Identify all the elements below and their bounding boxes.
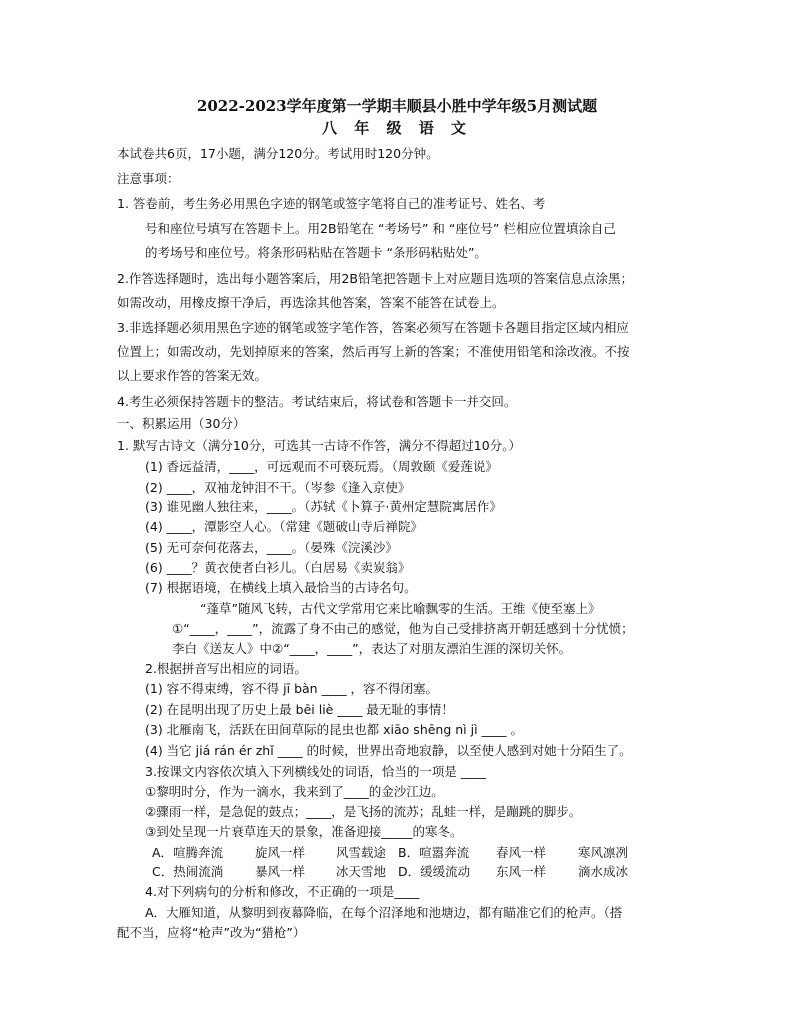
notice-line: 号和座位号填写在答题卡上。用2B铅笔在 “考场号” 和 “座位号” 栏相应位置填涂自己 bbox=[145, 221, 616, 236]
notice-line: 4.考生必须保持答题卡的整洁。考试结束后，将试卷和答题卡一并交回。 bbox=[117, 394, 517, 409]
option-cell: A．喧腾奔流 bbox=[152, 845, 224, 860]
question-2-item: (2) 在昆明出现了历史上最 bēi liè ____ 最无耻的事情！ bbox=[145, 702, 454, 717]
question-1-item: (5) 无可奈何花落去，____。（晏殊《浣溪沙》 bbox=[145, 540, 398, 555]
exam-intro: 本试卷共6页，17小题，满分120分。考试用时120分钟。 bbox=[117, 146, 439, 161]
question-2-item: (3) 北雁南飞，活跃在田间草际的昆虫也都 xiāo shēng nì jì ____ 。 bbox=[145, 722, 524, 737]
option-cell: 旋风一样 bbox=[255, 845, 306, 860]
question-2-item: (4) 当它 jiá rán ér zhǐ ____ 的时候，世界出奇地寂静，以至使人感到对她十分陌生了。 bbox=[145, 743, 632, 758]
question-3-item: ①黎明时分，作为一滴水，我来到了____的金沙江边。 bbox=[145, 784, 444, 799]
question-1-item: (1) 香远益清，____，可远观而不可亵玩焉。（周敦颐《爱莲说》 bbox=[145, 459, 498, 474]
option-cell: 暴风一样 bbox=[255, 864, 306, 879]
notice-line: 2.作答选择题时，选出每小题答案后，用2B铅笔把答题卡上对应题目选项的答案信息点涂黑； bbox=[117, 271, 633, 286]
question-4-option-a: 配不当，应将“枪声”改为“猎枪”） bbox=[117, 925, 306, 940]
notice-line: 以上要求作答的答案无效。 bbox=[117, 368, 268, 383]
option-cell: 东风一样 bbox=[496, 864, 547, 879]
question-2-title: 2.根据拼音写出相应的词语。 bbox=[145, 661, 307, 676]
passage-line: 李白《送友人》中②“____，____”，表达了对朋友漂泊生涯的深切关怀。 bbox=[172, 641, 572, 656]
section-heading: 一、积累运用（30分） bbox=[117, 416, 246, 431]
option-cell: D．缓缓流动 bbox=[398, 864, 471, 879]
question-1-item: (3) 谁见幽人独往来，____。（苏轼《卜算子·黄州定慧院寓居作》 bbox=[145, 499, 502, 514]
option-cell: 滴水成冰 bbox=[578, 864, 629, 879]
question-1-item: (6) ____？黄衣使者白衫儿。（白居易《卖炭翁》 bbox=[145, 560, 411, 575]
question-1-title: 1. 默写古诗文（满分10分，可选其一古诗不作答，满分不得超过10分。） bbox=[117, 438, 521, 453]
option-cell: 冰天雪地 bbox=[336, 864, 387, 879]
notice-line: 的考场号和座位号。将条形码粘贴在答题卡 “条形码粘贴处”。 bbox=[145, 245, 487, 260]
passage-line: “蓬草”随风飞转，古代文学常用它来比喻飘零的生活。王维《使至塞上》 bbox=[200, 601, 601, 616]
question-2-item: (1) 容不得束缚，容不得 jī bàn ____ ，容不得闭塞。 bbox=[145, 681, 439, 696]
option-cell: B．喧嚣奔流 bbox=[398, 845, 470, 860]
option-cell: 风雪载途 bbox=[336, 845, 387, 860]
question-4-option-a: A．大雁知道，从黎明到夜幕降临，在每个沼泽地和池塘边，都有瞄准它们的枪声。（搭 bbox=[145, 905, 623, 920]
question-3-item: ②骤雨一样，是急促的鼓点；____，是飞扬的流苏；乱蛙一样，是蹦跳的脚步。 bbox=[145, 804, 582, 819]
question-4-title: 4.对下列病句的分析和修改，不正确的一项是____ bbox=[145, 884, 420, 899]
notice-line: 1. 答卷前，考生务必用黑色字迹的钢笔或签字笔将自己的准考证号、姓名、考 bbox=[117, 196, 546, 211]
option-cell: 寒风凛冽 bbox=[578, 845, 629, 860]
notice-line: 如需改动，用橡皮擦干净后，再选涂其他答案，答案不能答在试卷上。 bbox=[117, 295, 505, 310]
question-3-title: 3.按课文内容依次填入下列横线处的词语，恰当的一项是 ____ bbox=[145, 764, 486, 779]
notice-line: 位置上；如需改动，先划掉原来的答案，然后再写上新的答案；不准使用铅笔和涂改液。不按 bbox=[117, 344, 630, 359]
question-1-item: (7) 根据语境，在横线上填入最恰当的古诗名句。 bbox=[145, 580, 417, 595]
option-cell: C．热闹流淌 bbox=[152, 864, 224, 879]
question-1-item: (2) ____，双袖龙钟泪不干。（岑参《逢入京使》 bbox=[145, 480, 411, 495]
question-1-item: (4) ____，潭影空人心。（常建《题破山寺后禅院》 bbox=[145, 519, 423, 534]
notice-heading: 注意事项： bbox=[117, 171, 180, 186]
passage-line: ①“____，____”，流露了身不由己的感觉，他为自己受排挤离开朝廷感到十分忧愤； bbox=[172, 621, 634, 636]
exam-title: 2022-2023学年度第一学期丰顺县小胜中学年级5月测试题 bbox=[196, 97, 598, 115]
notice-line: 3.非选择题必须用黑色字迹的钢笔或签字笔作答，答案必须写在答题卡各题目指定区域内相应 bbox=[117, 320, 629, 335]
question-3-item: ③到处呈现一片衰草连天的景象，准备迎接_____的寒冬。 bbox=[145, 824, 463, 839]
exam-subtitle: 八 年 级 语 文 bbox=[322, 119, 472, 137]
option-cell: 春风一样 bbox=[496, 845, 547, 860]
